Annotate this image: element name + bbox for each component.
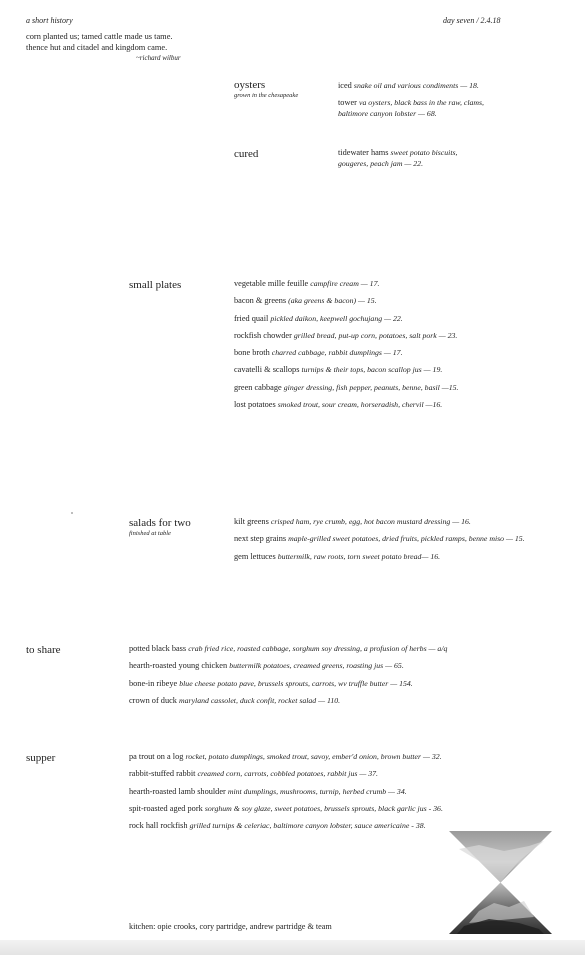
menu-item [234, 295, 458, 306]
item-name: tower [338, 98, 357, 108]
section-to-share [26, 644, 61, 656]
item-name: bone-in ribeye [129, 678, 178, 688]
section-title: to share [26, 644, 61, 656]
item-desc: pickled daikon, keepwell gochujang — 22. [270, 313, 403, 323]
item-name: cavatelli & scallops [234, 365, 300, 375]
item-desc: turnips & their tops, bacon scallop jus — 19. [301, 365, 443, 375]
menu-item [234, 278, 458, 289]
item-name: rock hall rockfish [129, 821, 188, 831]
section-oysters [234, 79, 298, 99]
menu-item [234, 551, 525, 562]
item-desc: rocket, potato dumplings, smoked trout, savoy, ember'd onion, brown butter — 32. [185, 752, 442, 761]
item-desc: sweet potato biscuits, [390, 148, 458, 157]
menu-item [129, 768, 443, 779]
to-share-items [129, 643, 447, 706]
menu-item [338, 147, 457, 158]
item-name: crown of duck [129, 695, 177, 705]
menu-item [338, 97, 484, 108]
item-desc: (aka greens & bacon) — 15. [288, 296, 377, 306]
section-title: oysters [234, 79, 266, 91]
bottom-bar [0, 940, 585, 955]
item-desc: ginger dressing, fish pepper, peanuts, benne, basil —15. [283, 382, 459, 392]
menu-item [129, 678, 447, 689]
cured-items [338, 147, 457, 169]
small-plates-items [234, 278, 458, 410]
section-title: cured [234, 148, 259, 160]
history-title: a short history [26, 16, 73, 25]
item-name: potted black bass [129, 644, 187, 653]
menu-item [129, 643, 447, 654]
menu-item [129, 820, 443, 831]
item-desc: crab fried rice, roasted cabbage, sorghum soy dressing, a profusion of herbs — a/q [188, 644, 448, 653]
poem [26, 31, 181, 64]
menu-item [234, 382, 458, 393]
item-name: green cabbage [234, 382, 282, 392]
item-name: next step grains [234, 534, 287, 544]
item-name: gem lettuces [234, 551, 276, 561]
menu-item [234, 313, 458, 324]
menu-item-cont [338, 108, 484, 119]
item-desc: crisped ham, rye crumb, egg, hot bacon mustard dressing — 16. [270, 517, 471, 526]
item-name: iced [338, 81, 352, 90]
item-desc: snake oil and various condiments — 18. [353, 81, 479, 90]
section-title: salads for two [129, 517, 191, 529]
section-title: small plates [129, 279, 182, 291]
section-salads [129, 517, 191, 537]
item-desc: blue cheese potato pave, brussels sprouts, carrots, wv truffle butter — 154. [179, 678, 413, 688]
item-desc: grilled turnips & celeriac, baltimore canyon lobster, sauce americaine - 38. [189, 821, 426, 831]
hourglass-photo-graphic [449, 831, 552, 934]
item-desc: maple-grilled sweet potatoes, dried fruits, pickled ramps, benne miso — 15. [288, 534, 525, 544]
item-name: bone broth [234, 348, 270, 358]
item-desc: mint dumplings, mushrooms, turnip, herbed crumb — 34. [227, 786, 407, 796]
item-name: rockfish chowder [234, 330, 292, 340]
salads-items [234, 516, 525, 562]
item-name: pa trout on a log [129, 752, 184, 761]
item-desc: buttermilk potatoes, creamed greens, roasting jus — 65. [229, 661, 404, 671]
item-desc: campfire cream — 17. [310, 279, 380, 288]
kitchen-credits: kitchen: opie crooks, cory partridge, andrew partridge & team [129, 922, 332, 931]
supper-items [129, 751, 443, 831]
item-desc: grilled bread, put-up corn, potatoes, salt pork — 23. [293, 330, 458, 340]
item-name: vegetable mille feuille [234, 279, 309, 288]
item-name: tidewater hams [338, 148, 389, 157]
section-subtitle: grown in the chesapeake [234, 92, 299, 99]
menu-item [129, 695, 447, 706]
item-desc: sorghum & soy glaze, sweet potatoes, brussels sprouts, black garlic jus - 36. [204, 803, 443, 813]
section-subtitle: finished at table [129, 530, 171, 537]
menu-item [234, 330, 458, 341]
item-name: hearth-roasted young chicken [129, 661, 228, 671]
poem-line: thence hut and citadel and kingdom came. [26, 43, 168, 52]
menu-item [338, 80, 484, 91]
speck [71, 512, 73, 514]
item-desc: creamed corn, carrots, cobbled potatoes, rabbit jus — 37. [197, 769, 378, 779]
item-desc-line2: baltimore canyon lobster — 68. [338, 109, 437, 119]
section-cured [234, 148, 258, 160]
item-desc-line2: gougeres, peach jam — 22. [338, 159, 424, 168]
item-desc: buttermilk, raw roots, torn sweet potato bread— 16. [277, 551, 441, 561]
item-name: lost potatoes [234, 400, 276, 410]
menu-item [129, 803, 443, 814]
item-name: hearth-roasted lamb shoulder [129, 786, 226, 796]
item-desc: charred cabbage, rabbit dumplings — 17. [271, 348, 403, 358]
item-name: rabbit-stuffed rabbit [129, 769, 196, 779]
poem-attribution: ~richard wilbur [136, 54, 181, 62]
item-desc: va oysters, black bass in the raw, clams, [358, 98, 485, 108]
menu-item [129, 751, 443, 762]
menu-item [234, 516, 525, 527]
item-name: kilt greens [234, 517, 269, 526]
menu-date: day seven / 2.4.18 [443, 16, 501, 25]
menu-item [129, 786, 443, 797]
menu-item-cont [338, 158, 457, 169]
item-desc: smoked trout, sour cream, horseradish, chervil —16. [277, 400, 443, 410]
item-name: spit-roasted aged pork [129, 803, 203, 813]
menu-item [234, 364, 458, 375]
poem-line: corn planted us; tamed cattle made us tame. [26, 32, 173, 41]
section-supper [26, 752, 55, 764]
item-name: bacon & greens [234, 296, 287, 306]
item-name: fried quail [234, 313, 269, 323]
section-title: supper [26, 752, 56, 764]
menu-item [129, 660, 447, 671]
menu-item [234, 399, 458, 410]
menu-item [234, 533, 525, 544]
oysters-items [338, 80, 484, 119]
item-desc: maryland cassolet, duck confit, rocket salad — 110. [179, 695, 341, 705]
menu-item [234, 347, 458, 358]
section-small-plates [129, 279, 181, 291]
